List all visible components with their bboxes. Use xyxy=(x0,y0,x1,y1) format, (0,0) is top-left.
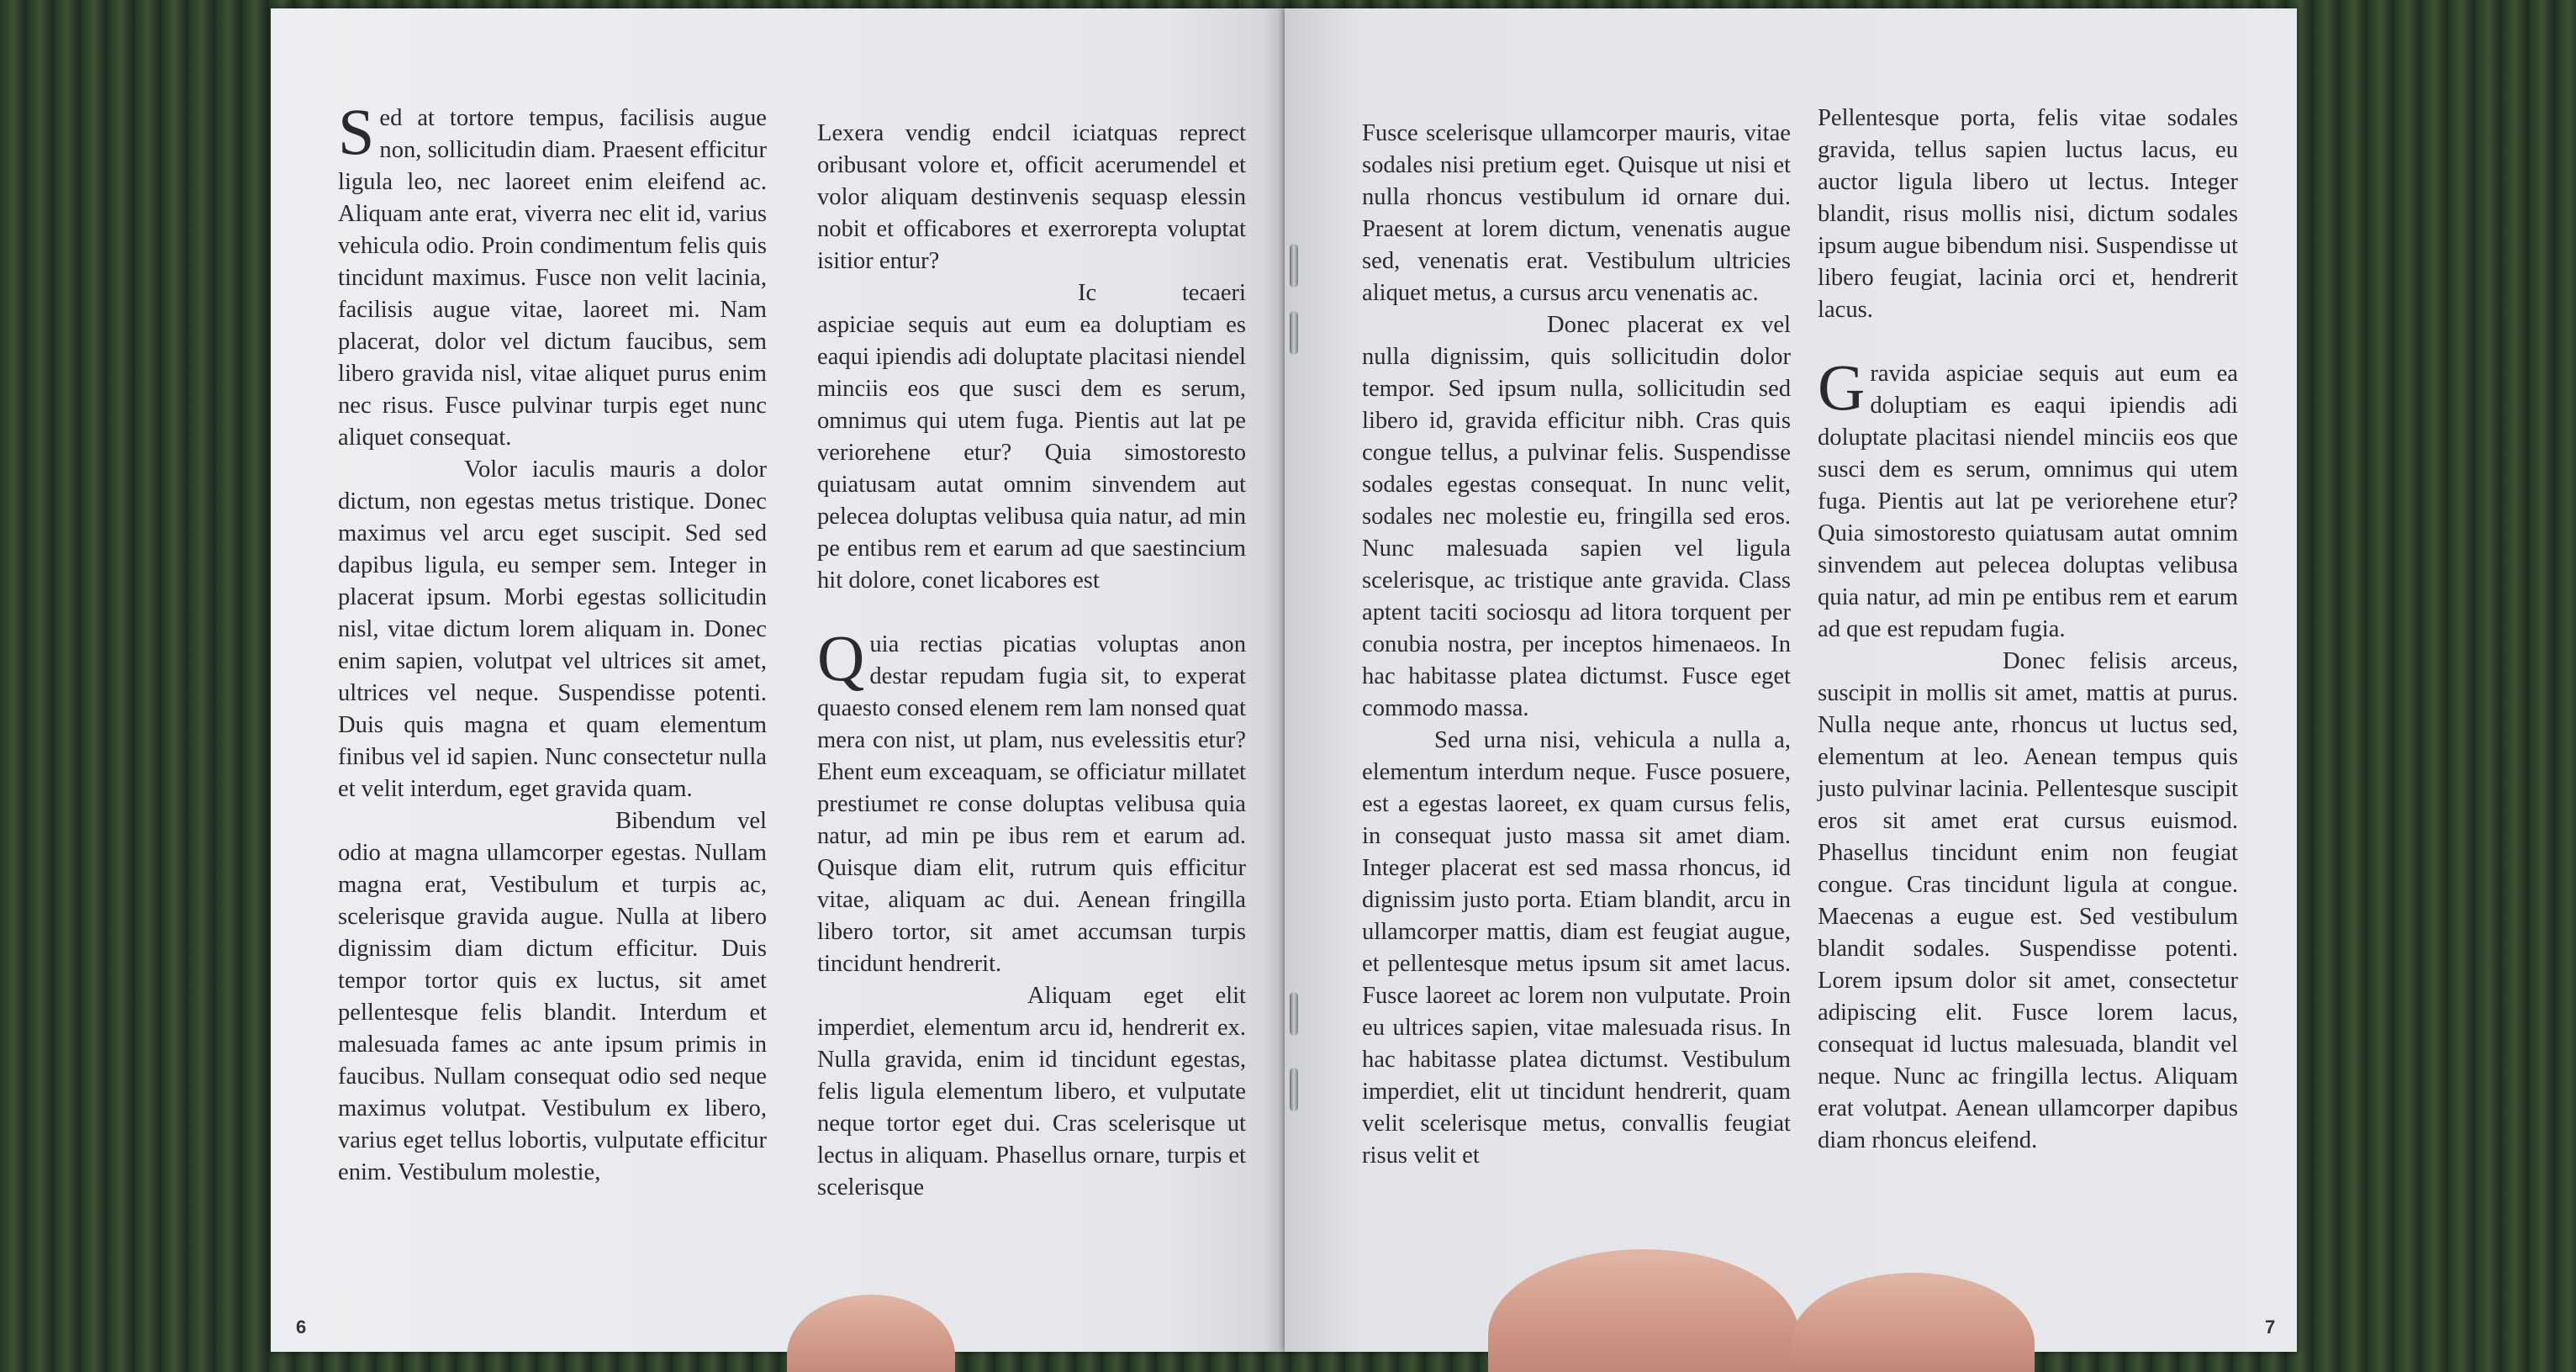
paragraph: Aliquam eget elit imperdiet, elementum arcu id, hendrerit ex. Nulla gravida, enim id tincidunt egestas, felis ligula elementum libero, et vulputate neque tortor eget dui. Cras scelerisque ut lectus in aliquam. Phasellus ornare, turpis et scelerisque xyxy=(817,983,1246,1200)
paragraph xyxy=(817,621,1246,980)
left-page-column-2 xyxy=(817,118,1246,1204)
paragraph xyxy=(338,95,767,454)
booklet-spread xyxy=(271,8,2297,1362)
left-page-column-1 xyxy=(338,95,767,1189)
gutter-shadow xyxy=(1263,8,1305,1352)
staple-bottom-1 xyxy=(1290,992,1298,1036)
page-number: 6 xyxy=(296,1317,307,1338)
staple-bottom-2 xyxy=(1290,1068,1298,1111)
paragraph-text: ravida aspiciae sequis aut eum ea doluptiam es eaqui ipiendis adi doluptate placitasi niendel minciis eos que susci dem es serum, omnimus qui utem fuga. Pientis aut lat pe veriorehene etur? Quia simostoresto quiatusam autat omnim sinvendem aut pelecea doluptas velibusa quia natur, ad min pe entibus rem et earum ad que est repudam fugia. xyxy=(1818,361,2238,642)
page-number: 7 xyxy=(2265,1317,2276,1338)
paragraph: Lexera vendig endcil iciatquas reprect oribusant volore et, officit acerumendel et volor aliquam destinvenis sequasp elessin nobit et officabores et exerrorepta voluptat isitior entur? xyxy=(817,120,1246,274)
paragraph: Ic tecaeri aspiciae sequis aut eum ea doluptiam es eaqui ipiendis adi doluptate placitasi niendel minciis eos que susci dem es serum, omnimus qui utem fuga. Pientis aut lat pe veriorehene etur? Quia simostoresto quiatusam autat omnim sinvendem aut pelecea doluptas velibusa quia natur, ad min pe entibus rem et earum ad que saestincium hit dolore, conet licabores est xyxy=(817,280,1246,594)
paragraph: Pellentesque porta, felis vitae sodales gravida, tellus sapien luctus lacus, eu auctor ligula libero ut lectus. Integer blandit, risus mollis nisi, dictum sodales ipsum augue bibendum nisi. Suspendisse ut libero feugiat, lacinia orci et, hendrerit lacus. xyxy=(1818,105,2238,323)
paragraph-text: uia rectias picatias voluptas anon destar repudam fugia sit, to experat quaesto consed elenem rem lam nonsed quat mera con nist, ut plam, nus evelessitis etur? Ehent eum exceaquam, se officiatur millatet prestiumet re conse doluptas velibusa quia natur, ad min pe ibus rem et earum ad. Quisque diam elit, rutrum quis efficitur vitae, aliquam ac dui. Aenean fringilla libero tortor, sit amet accumsan turpis tincidunt hendrerit. xyxy=(817,631,1246,977)
paragraph: Volor iaculis mauris a dolor dictum, non egestas metus tristique. Donec maximus vel arcu eget suscipit. Sed sed dapibus ligula, eu semper sem. Integer in placerat ipsum. Morbi egestas sollicitudin nisl, vitae dictum lorem aliquam in. Donec enim sapien, volutpat vel ultrices sit amet, ultrices vel neque. Suspendisse potenti. Duis quis magna et quam elementum finibus vel id sapien. Nunc consectetur nulla et velit interdum, eget gravida quam. xyxy=(338,456,767,802)
left-page xyxy=(271,8,1288,1352)
paragraph: Bibendum vel odio at magna ullamcorper egestas. Nullam magna erat, Vestibulum et turpis ac, scelerisque gravida augue. Nulla at libero dignissim diam dictum efficitur. Duis tempor tortor quis ex luctus, sit amet pellentesque felis blandit. Interdum et malesuada fames ac ante ipsum primis in faucibus. Nullam consequat odio sed neque maximus volutpat. Vestibulum ex libero, varius eget tellus lobortis, vulputate efficitur enim. Vestibulum molestie, xyxy=(338,808,767,1185)
drop-cap: Q xyxy=(817,621,865,694)
drop-cap: S xyxy=(338,95,375,168)
staple-top-2 xyxy=(1290,311,1298,355)
paragraph: Fusce scelerisque ullamcorper mauris, vitae sodales nisi pretium eget. Quisque ut nisi et nulla rhoncus vestibulum id ornare dui. Praesent at lorem dictum, venenatis augue sed, venenatis erat. Vestibulum ultricies aliquet metus, a cursus arcu venenatis ac. xyxy=(1362,120,1791,306)
paragraph: Sed urna nisi, vehicula a nulla a, elementum interdum neque. Fusce posuere, est a egestas laoreet, ex quam cursus felis, in consequat justo massa sit amet diam. Integer placerat est sed massa rhoncus, id dignissim justo porta. Etiam blandit, arcu in ullamcorper mattis, diam est feugiat augue, et pellentesque metus ipsum sit amet lacus. Fusce laoreet ac lorem non vulputate. Proin eu ultrices sapien, vitae malesuada risus. In hac habitasse platea dictumst. Vestibulum imperdiet, elit ut tincidunt hendrerit, quam velit scelerisque metus, convallis feugiat risus velit et xyxy=(1362,727,1791,1169)
drop-cap: G xyxy=(1818,351,1866,424)
staple-top-1 xyxy=(1290,244,1298,288)
paragraph-text: ed at tortore tempus, facilisis augue non, sollicitudin diam. Praesent efficitur ligula leo, nec laoreet enim eleifend ac. Aliquam ante erat, viverra nec elit id, varius vehicula odio. Proin condimentum felis quis tincidunt maximus. Fusce non velit lacinia, facilisis augue vitae, laoreet mi. Nam placerat, dolor vel dictum faucibus, sem libero gravida nisl, vitae aliquet purus enim nec risus. Fusce pulvinar turpis eget nunc aliquet consequat. xyxy=(338,105,767,451)
paragraph: Donec felisis arceus, suscipit in mollis sit amet, mattis at purus. Nulla neque ante, rhoncus ut luctus sed, elementum at leo. Aenean tempus quis justo pulvinar lacinia. Pellentesque suscipit eros sit amet erat cursus euismod. Phasellus tincidunt enim non feugiat congue. Cras tincidunt ligula at congue. Maecenas a eugue est. Sed vestibulum blandit sodales. Suspendisse potenti. Lorem ipsum dolor sit amet, consectetur adipiscing elit. Fusce lorem lacus, consequat id luctus malesuada, blandit vel neque. Nunc ac fringilla lectus. Aliquam erat volutpat. Aenean ullamcorper dapibus diam rhoncus eleifend. xyxy=(1818,648,2238,1153)
paragraph: Donec placerat ex vel nulla dignissim, quis sollicitudin dolor tempor. Sed ipsum nulla, sollicitudin sed libero id, gravida efficitur nibh. Cras quis congue tellus, a pulvinar felis. Suspendisse sodales egestas consequat. In nunc velit, sodales nec molestie eu, fringilla sed eros. Nunc malesuada sapien vel ligula scelerisque, ac tristique ante gravida. Class aptent taciti sociosqu ad litora torquent per conubia nostra, per inceptos himenaeos. In hac habitasse platea dictumst. Fusce eget commodo massa. xyxy=(1362,312,1791,721)
